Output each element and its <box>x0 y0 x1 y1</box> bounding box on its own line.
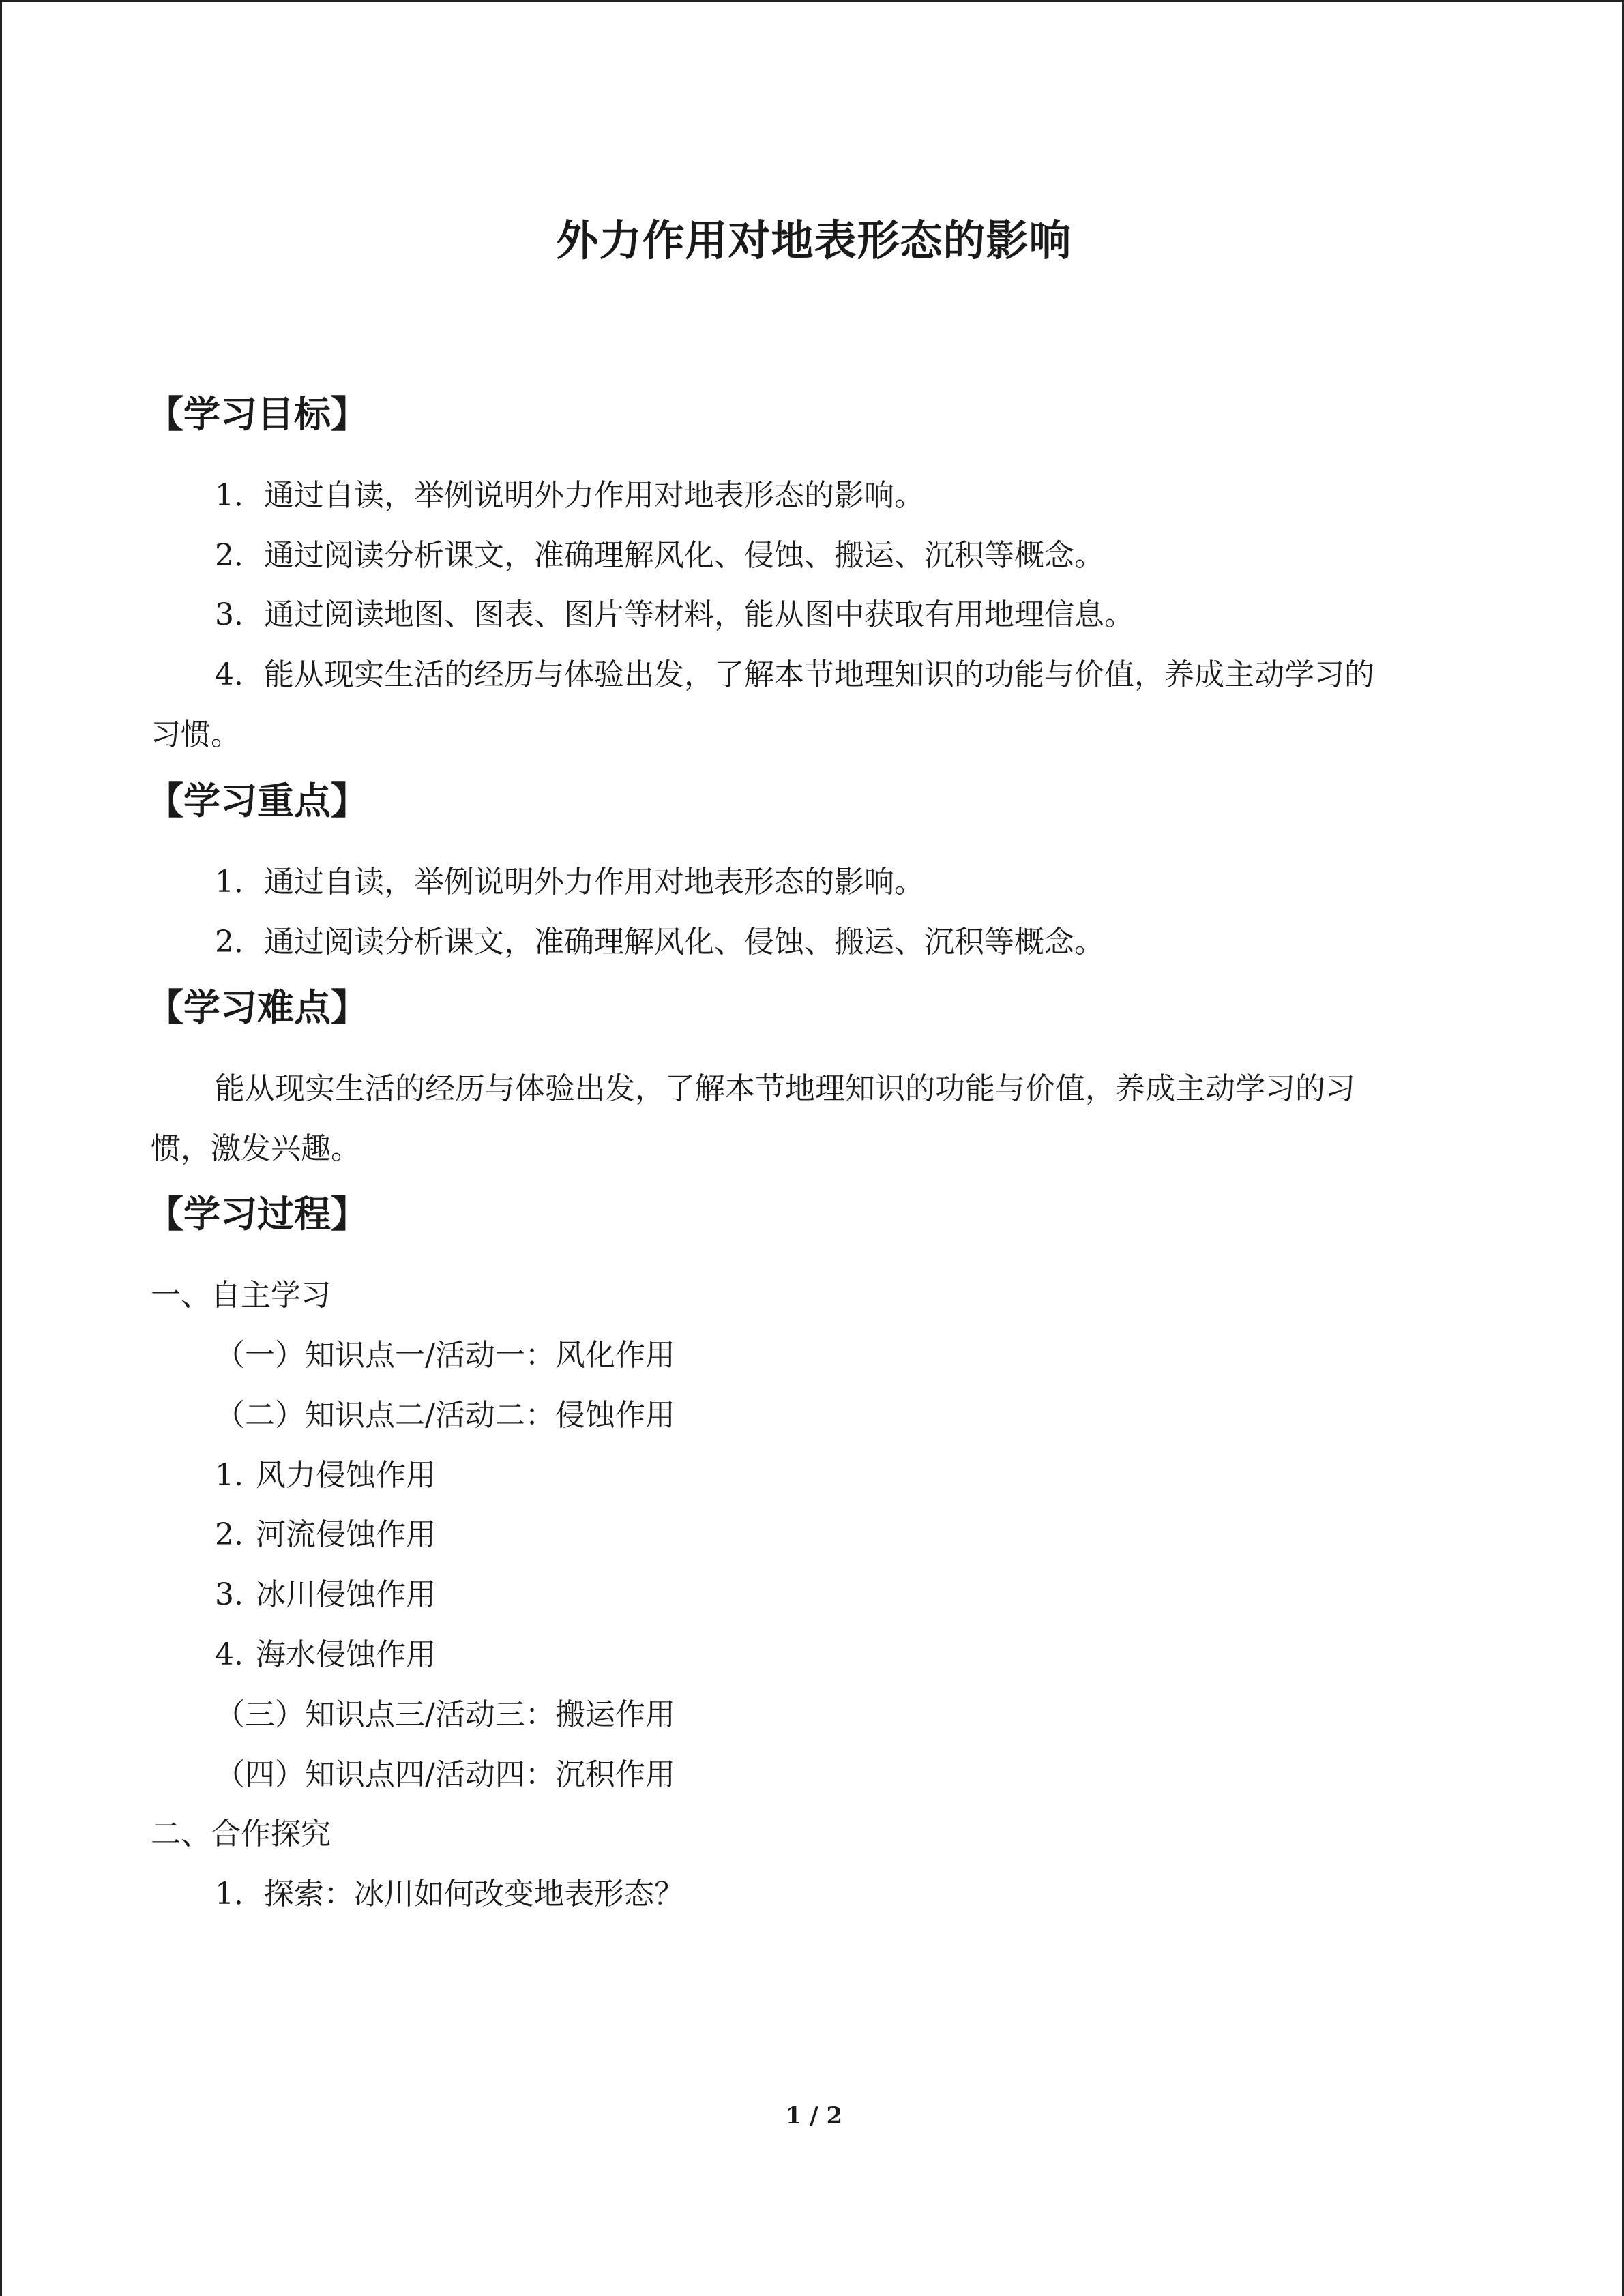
objective-item-4: 4．能从现实生活的经历与体验出发，了解本节地理知识的功能与价值，养成主动学习的 <box>215 657 1374 692</box>
erosion-item-number: 2. <box>215 1517 243 1552</box>
page-number: 1 / 2 <box>785 2102 843 2130</box>
key-point-item-1: 1．通过自读，举例说明外力作用对地表形态的影响。 <box>215 865 924 899</box>
erosion-item-text: 风力侵蚀作用 <box>255 1458 436 1493</box>
explore-item-1: 1．探索：冰川如何改变地表形态？ <box>215 1877 684 1911</box>
section-heading-difficulties: 【学习难点】 <box>147 986 368 1029</box>
erosion-item-text: 海水侵蚀作用 <box>255 1637 436 1672</box>
erosion-item-4 <box>215 1635 436 1675</box>
objective-item-4-continued: 习惯。 <box>151 717 241 752</box>
document-title: 外力作用对地表形态的影响 <box>556 215 1072 265</box>
erosion-item-number: 4. <box>215 1637 243 1672</box>
key-point-item-2: 2．通过阅读分析课文，准确理解风化、侵蚀、搬运、沉积等概念。 <box>215 925 1104 959</box>
difficulty-line-2: 惯，激发兴趣。 <box>151 1131 361 1166</box>
erosion-item-text: 冰川侵蚀作用 <box>255 1577 436 1612</box>
process-sub-2: （二）知识点二/活动二：侵蚀作用 <box>215 1398 675 1433</box>
process-sub-3: （三）知识点三/活动三：搬运作用 <box>215 1697 675 1732</box>
erosion-item-number: 3. <box>215 1577 243 1612</box>
section-heading-objectives: 【学习目标】 <box>147 393 368 436</box>
difficulty-line-1: 能从现实生活的经历与体验出发，了解本节地理知识的功能与价值，养成主动学习的习 <box>215 1071 1355 1106</box>
erosion-item-3 <box>215 1575 436 1615</box>
erosion-item-2 <box>215 1515 436 1555</box>
section-heading-process: 【学习过程】 <box>147 1193 368 1236</box>
section-heading-key-points: 【学习重点】 <box>147 779 368 822</box>
process-part-1: 一、自主学习 <box>151 1278 331 1313</box>
process-sub-4: （四）知识点四/活动四：沉积作用 <box>215 1757 675 1792</box>
objective-item-2: 2．通过阅读分析课文，准确理解风化、侵蚀、搬运、沉积等概念。 <box>215 538 1104 573</box>
objective-item-1: 1．通过自读，举例说明外力作用对地表形态的影响。 <box>215 478 924 513</box>
objective-item-3: 3．通过阅读地图、图表、图片等材料，能从图中获取有用地理信息。 <box>215 597 1134 632</box>
erosion-item-1 <box>215 1455 436 1496</box>
erosion-item-number: 1. <box>215 1458 243 1493</box>
process-sub-1: （一）知识点一/活动一：风化作用 <box>215 1338 675 1373</box>
process-part-2: 二、合作探究 <box>151 1817 331 1851</box>
erosion-item-text: 河流侵蚀作用 <box>255 1517 436 1552</box>
